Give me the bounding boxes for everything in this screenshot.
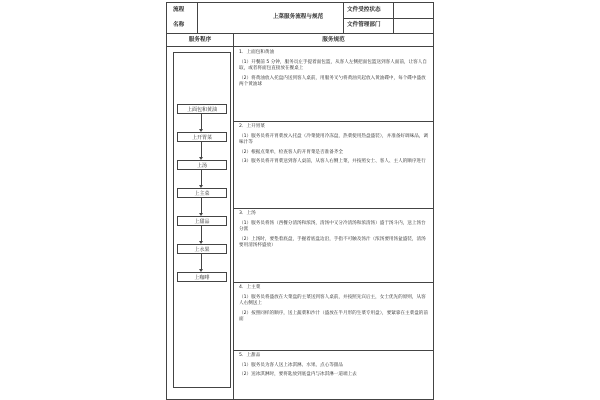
- section-title: 2．上开胃菜: [239, 124, 265, 129]
- flow-step-bread-butter: 上面包和黄油: [177, 104, 227, 114]
- flow-step-coffee: 上咖啡: [177, 272, 227, 282]
- flow-arrow: [201, 198, 202, 213]
- section-item: （1）服务员为客人送上冰淇淋、水果、点心等甜品: [239, 362, 343, 368]
- header-divider: [343, 18, 433, 19]
- header-status-label: 文件受控状态: [347, 7, 381, 13]
- section-item: （2）上汤时，要垫着底盘，手握着底盘边沿，手指不可触及汤汁（浓汤要用汤盆盛装，清汤要用清汤杯盛放）: [239, 236, 426, 249]
- section-item: （2）将黄油放入托盘内送到客人桌前，用服务叉勺将黄油夹起放入黄油碟中，每个碟中盛放两个黄油球: [239, 75, 426, 88]
- flow-step-fruit: 上水果: [177, 244, 227, 254]
- flow-arrow: [201, 114, 202, 129]
- section-item: （2）根据点菜单，检查客人的开胃菜是否准备齐全: [239, 149, 343, 155]
- flow-arrow: [201, 226, 202, 241]
- section-item: （1）服务员将汤（西餐分清汤和浓汤，清汤中又分冷清汤和浓清汤）盛于汤斗内，送上汤台分派: [239, 220, 426, 233]
- flow-step-appetizer: 上开胃菜: [177, 132, 227, 142]
- header-divider: [197, 3, 198, 33]
- header-dept-label: 文件管理部门: [347, 22, 381, 28]
- section-item: （2）按照同样的顺序，送上蔬菜和沙汁（盛放在半月形的生菜专用盘），要紧靠在主菜盘的前面: [239, 310, 428, 323]
- flow-step-main-course: 上主菜: [177, 188, 227, 198]
- header-label-process: 流程: [173, 7, 185, 13]
- flow-arrow: [201, 142, 202, 157]
- section-title: 5．上甜品: [239, 353, 261, 358]
- column-header-standard: 服务规范: [322, 37, 345, 43]
- section-item: （1）服务员将开胃菜放入托盘（冷菜使用冷冻盘，热菜使用热盘盛装），并准备好调味品，调味汁等: [239, 133, 428, 146]
- page-title: 上菜服务流程与规范: [272, 14, 324, 20]
- flow-arrow: [201, 170, 202, 185]
- section-item: （2）送冰淇淋时，要将匙放到底盘内与冰淇淋一道端上去: [239, 372, 357, 378]
- column-header-divider: [167, 46, 433, 47]
- flow-arrow: [201, 254, 202, 269]
- service-process-document: [166, 2, 434, 400]
- section-title: 1．上面包和黄油: [239, 50, 275, 55]
- section-item: （1）开餐前 5 分钟，服务员左手提着面包篮，从客人左侧把面包篮送到客人面前，让客人自取，或者将面包直接放在餐桌上: [239, 59, 427, 72]
- section-title: 4．上主菜: [239, 285, 261, 290]
- section-title: 3．上汤: [239, 211, 256, 216]
- section-item: （1）服务员将盛放在大菜盘的主菜送到客人桌前，并按照先宾后主，女士优先的原则，从客人右侧送上: [239, 294, 426, 307]
- section-dessert: [235, 351, 433, 399]
- section-main-course: [235, 283, 433, 350]
- section-soup: [235, 209, 433, 282]
- flow-step-dessert: 上甜品: [177, 216, 227, 226]
- section-item: （3）服务员将开胃菜送到客人桌前，从客人右侧上菜，并按照女士、客人、主人的顺序进行: [239, 159, 426, 165]
- section-bread-butter: [235, 48, 433, 121]
- section-appetizer: [235, 122, 433, 208]
- column-divider: [233, 33, 234, 399]
- flow-step-soup: 上汤: [177, 160, 227, 170]
- header-label-name: 名称: [173, 22, 185, 28]
- column-header-procedure: 服务程序: [188, 37, 212, 43]
